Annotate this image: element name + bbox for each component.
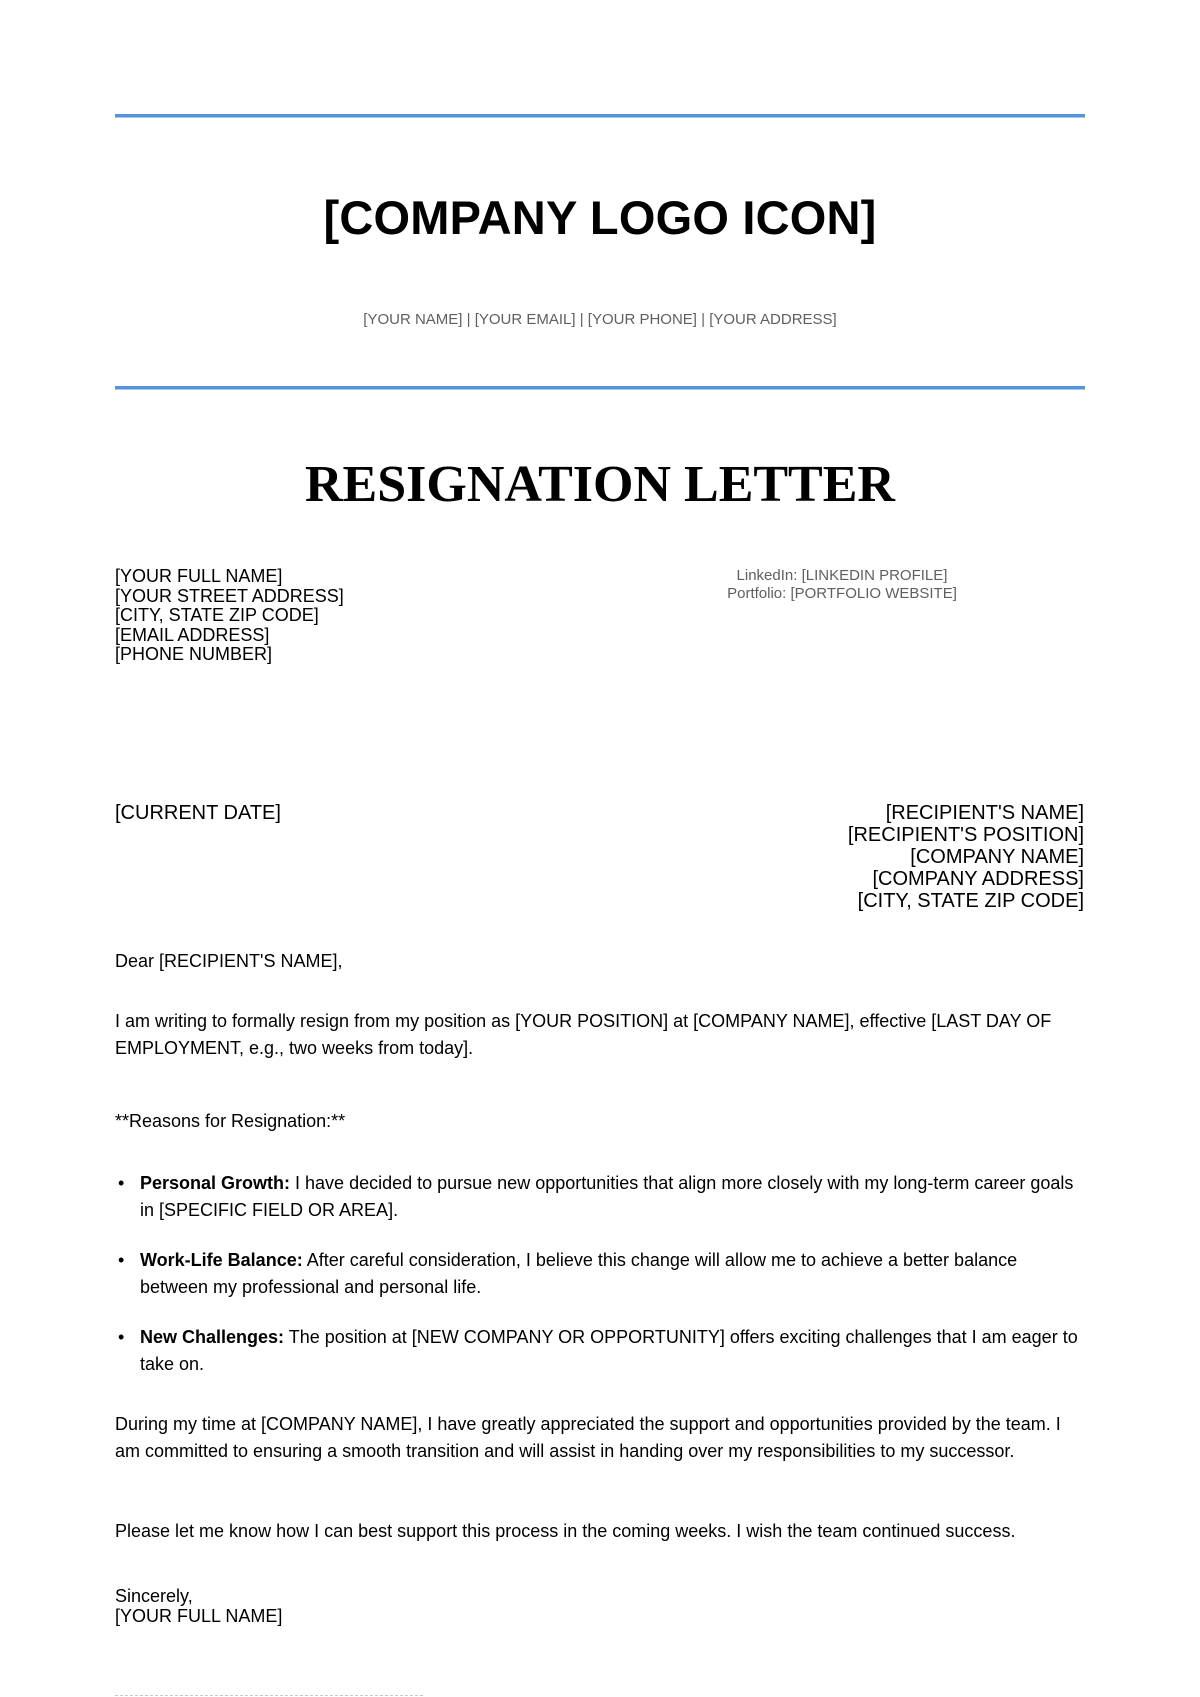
sender-name: [YOUR FULL NAME]: [115, 566, 283, 586]
sender-address-block: [115, 567, 344, 665]
appreciation-paragraph: During my time at [COMPANY NAME], I have greatly appreciated the support and opportunities provided by the team. I am committed to ensuring a smooth transition and will assist in handing over my responsibilities to my successor.: [115, 1414, 1061, 1461]
sender-street: [YOUR STREET ADDRESS]: [115, 585, 344, 606]
portfolio-link: Portfolio: [PORTFOLIO WEBSITE]: [727, 585, 957, 602]
recipient-address-block: [848, 802, 1084, 912]
reasons-heading: **Reasons for Resignation:**: [115, 1111, 346, 1131]
sender-phone: [PHONE NUMBER]: [115, 644, 273, 664]
sender-city: [CITY, STATE ZIP CODE]: [115, 605, 319, 625]
salutation: Dear [RECIPIENT'S NAME],: [115, 951, 343, 971]
header-bottom-rule: [115, 386, 1085, 390]
closing-block: [115, 1587, 282, 1626]
linkedin-link: LinkedIn: [LINKEDIN PROFILE]: [736, 567, 948, 584]
bullet-icon: •: [118, 1327, 125, 1347]
header-contact-line: [YOUR NAME] | [YOUR EMAIL] | [YOUR PHONE] | [YOUR ADDRESS]: [363, 311, 837, 328]
reason-text: The position at [NEW COMPANY OR OPPORTUNITY] offers exciting challenges that I am eager to take on.: [140, 1327, 1078, 1374]
bullet-icon: •: [118, 1250, 125, 1270]
closing-signature-name: [YOUR FULL NAME]: [115, 1605, 283, 1626]
signature-line: [115, 1695, 423, 1696]
reason-label: Personal Growth:: [140, 1173, 291, 1193]
reason-text: I have decided to pursue new opportunities that align more closely with my long-term career goals in [SPECIFIC FIELD OR AREA].: [140, 1173, 1074, 1220]
support-paragraph: Please let me know how I can best support this process in the coming weeks. I wish the team continued success.: [115, 1521, 1016, 1541]
social-links-block: [692, 567, 992, 603]
recipient-company-address: [COMPANY ADDRESS]: [872, 868, 1084, 890]
reason-label: Work-Life Balance:: [140, 1250, 303, 1270]
recipient-name: [RECIPIENT'S NAME]: [885, 802, 1084, 824]
recipient-position: [RECIPIENT'S POSITION]: [847, 824, 1084, 846]
reason-item-new-challenges: [115, 1324, 1085, 1378]
current-date: [CURRENT DATE]: [115, 802, 281, 824]
page-title: RESIGNATION LETTER: [305, 456, 895, 513]
valediction: Sincerely,: [115, 1586, 193, 1606]
company-logo-placeholder: [COMPANY LOGO ICON]: [323, 191, 877, 244]
bullet-icon: •: [118, 1173, 125, 1193]
recipient-city: [CITY, STATE ZIP CODE]: [857, 890, 1084, 912]
reason-item-work-life-balance: [115, 1247, 1085, 1301]
intro-paragraph: I am writing to formally resign from my position as [YOUR POSITION] at [COMPANY NAME], effective [LAST DAY OF EMPLOYMENT, e.g., two weeks from today].: [115, 1011, 1052, 1058]
reason-item-personal-growth: [115, 1170, 1085, 1224]
recipient-company: [COMPANY NAME]: [910, 846, 1084, 868]
reasons-list: [115, 1170, 1085, 1401]
reason-label: New Challenges:: [140, 1327, 285, 1347]
header-top-rule: [115, 114, 1085, 118]
sender-email: [EMAIL ADDRESS]: [115, 624, 270, 645]
reason-text: After careful consideration, I believe this change will allow me to achieve a better balance between my professional and personal life.: [140, 1250, 1018, 1297]
